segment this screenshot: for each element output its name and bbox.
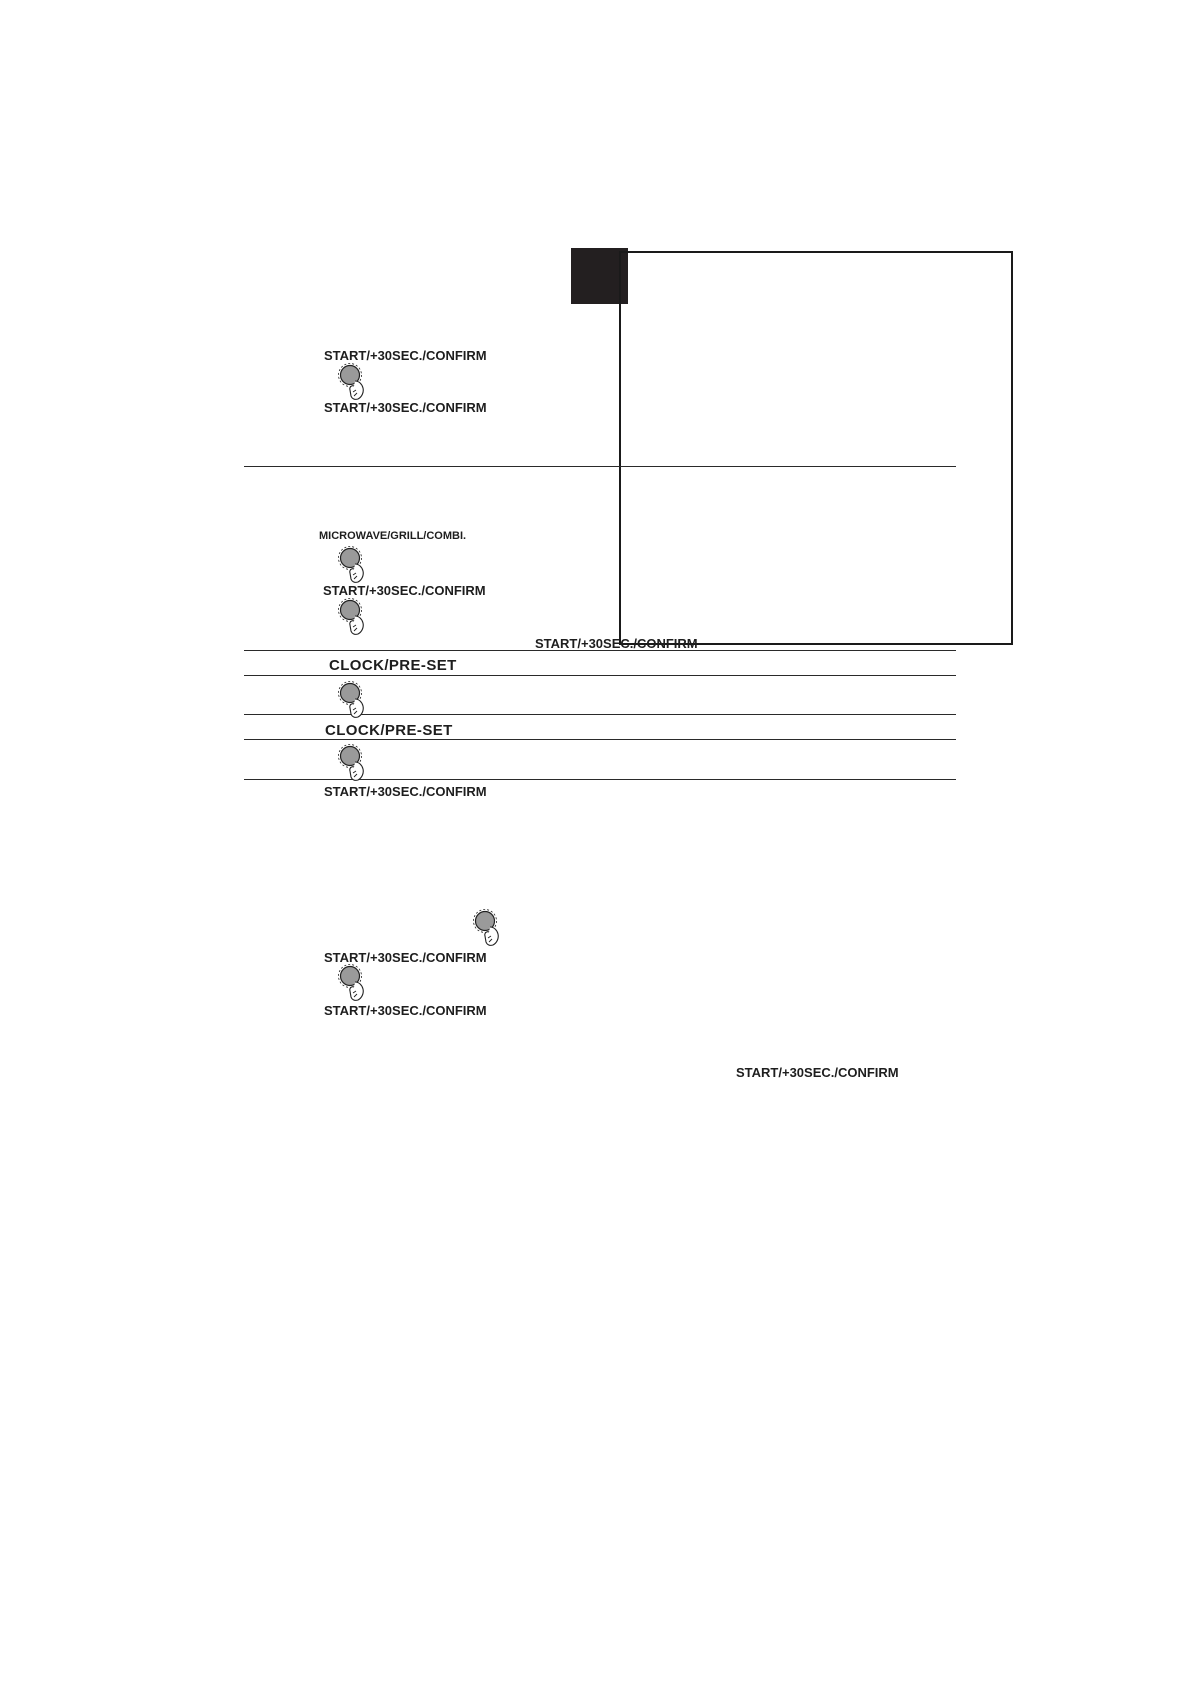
start-confirm-label: START/+30SEC./CONFIRM [324, 400, 487, 415]
mode-label: MICROWAVE/GRILL/COMBI. [319, 530, 467, 542]
start-confirm-label: START/+30SEC./CONFIRM [323, 583, 486, 598]
knob-turn-hand-icon [336, 743, 370, 783]
section-divider [244, 466, 956, 467]
start-confirm-label: START/+30SEC./CONFIRM [535, 636, 698, 651]
knob-turn-hand-icon [336, 680, 370, 720]
start-confirm-label: START/+30SEC./CONFIRM [324, 1003, 487, 1018]
knob-turn-hand-icon [336, 963, 370, 1003]
start-confirm-label: START/+30SEC./CONFIRM [324, 950, 487, 965]
clock-preset-label: CLOCK/PRE-SET [329, 657, 457, 674]
start-confirm-label: START/+30SEC./CONFIRM [324, 784, 487, 799]
start-confirm-label: START/+30SEC./CONFIRM [736, 1065, 899, 1080]
clock-preset-label: CLOCK/PRE-SET [325, 722, 453, 739]
knob-turn-hand-icon [336, 545, 370, 585]
knob-turn-hand-icon [336, 362, 370, 402]
table-rule [244, 675, 956, 676]
start-confirm-label: START/+30SEC./CONFIRM [324, 348, 487, 363]
note-frame [619, 251, 1013, 645]
knob-turn-hand-icon [336, 597, 370, 637]
table-rule [244, 739, 956, 740]
knob-turn-hand-icon [471, 908, 505, 948]
